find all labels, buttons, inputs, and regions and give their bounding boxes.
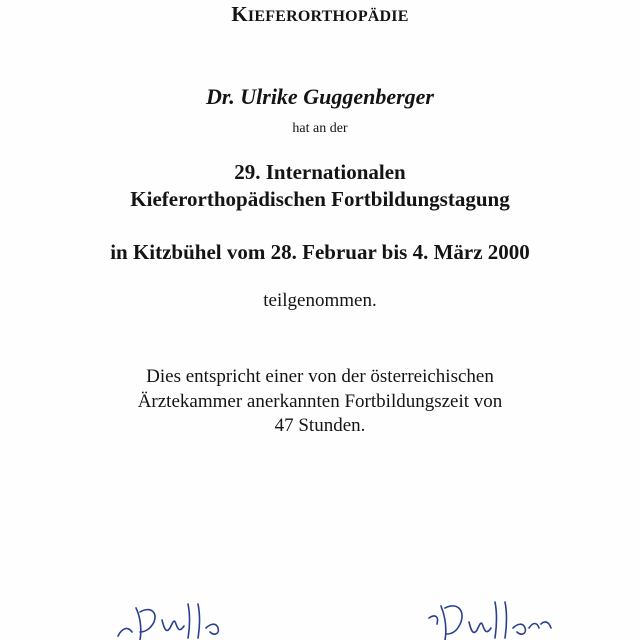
participant-name: Dr. Ulrike Guggenberger	[206, 84, 434, 109]
description-line-2: Ärztekammer anerkannten Fortbildungszeit von	[137, 391, 503, 412]
hat-an-der-text: hat an der	[292, 121, 348, 136]
heading-initial: K	[231, 2, 248, 26]
event-title-line-2: Kieferorthopädischen Fortbildungstagung	[130, 187, 510, 211]
certificate-heading	[0, 2, 640, 27]
teilgenommen-text: teilgenommen.	[263, 290, 377, 311]
signature-right	[425, 598, 555, 640]
description-line-1: Dies entspricht einer von der österreichischen	[146, 366, 494, 387]
heading-rest: IEFERORTHOPÄDIE	[247, 8, 409, 25]
event-dates: in Kitzbühel vom 28. Februar bis 4. März 2000	[110, 240, 530, 264]
signature-left	[110, 598, 240, 640]
event-title-line-1: 29. Internationalen	[234, 160, 406, 184]
description-line-3: 47 Stunden.	[274, 415, 366, 436]
